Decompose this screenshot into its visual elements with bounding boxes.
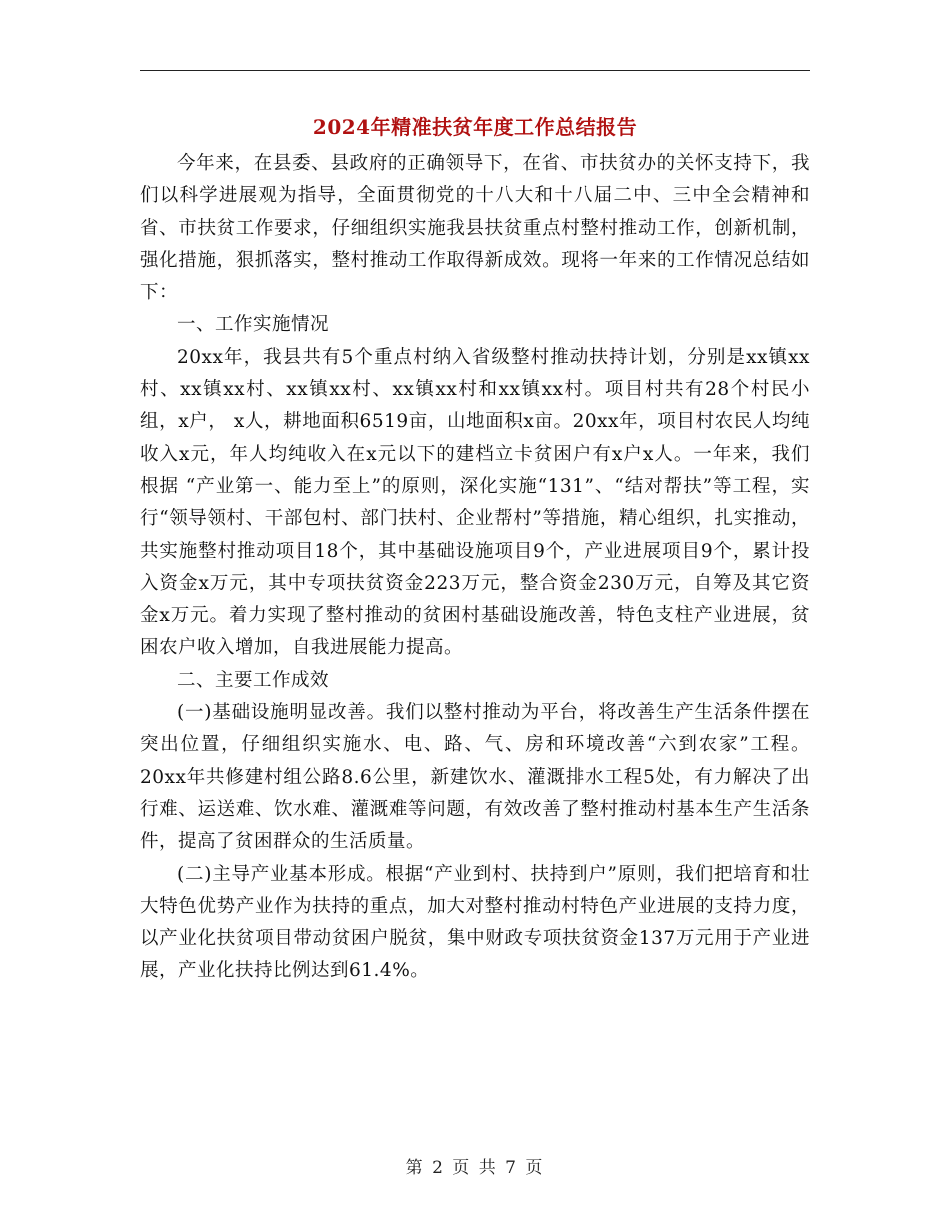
page-number-footer: 第 2 页 共 7 页 xyxy=(405,1158,545,1178)
paragraph-industry: (二)主导产业基本形成。根据“产业到村、扶持到户”原则，我们把培育和壮大特色优势产业作为扶持的重点，加大对整村推动村特色产业进展的支持力度，以产业化扶贫项目带动贫困户脱贫，集中财政专项扶贫资金137万元用于产业进展，产业化扶持比例达到61.4%。 xyxy=(140,863,810,982)
paragraph-implementation: 20xx年，我县共有5个重点村纳入省级整村推动扶持计划，分别是xx镇xx村、xx镇xx村、xx镇xx村、xx镇xx村和xx镇xx村。项目村共有28个村民小组，x户， x人，耕地面积6519亩，山地面积x亩。20xx年，项目村农民人均纯收入x元，年人均纯收入在x元以下的建档立卡贫困户有x户x人。一年来，我们根据 “产业第一、能力至上”的原则，深化实施“131”、“结对帮扶”等工程，实行“领导领村、干部包村、部门扶村、企业帮村”等措施，精心组织，扎实推动，共实施整村推动项目18个，其中基础设施项目9个，产业进展项目9个，累计投入资金x万元，其中专项扶贫资金223万元，整合资金230万元，自筹及其它资金x万元。着力实现了整村推动的贫困村基础设施改善，特色支柱产业进展，贫困农户收入增加，自我进展能力提高。 xyxy=(140,346,810,659)
paragraph-infrastructure: (一)基础设施明显改善。我们以整村推动为平台，将改善生产生活条件摆在突出位置，仔细组织实施水、电、路、气、房和环境改善“六到农家”工程。20xx年共修建村组公路8.6公里，新建饮水、灌溉排水工程5处，有力解决了出行难、运送难、饮水难、灌溉难等问题，有效改善了整村推动村基本生产生活条件，提高了贫困群众的生活质量。 xyxy=(140,702,810,853)
paragraph-intro: 今年来，在县委、县政府的正确领导下，在省、市扶贫办的关怀支持下，我们以科学进展观为指导，全面贯彻党的十八大和十八届二中、三中全会精神和省、市扶贫工作要求，仔细组织实施我县扶贫重点村整村推动工作，创新机制，强化措施，狠抓落实，整村推动工作取得新成效。现将一年来的工作情况总结如下： xyxy=(140,153,810,304)
section-heading-implementation: 一、工作实施情况 xyxy=(177,314,330,336)
document-body xyxy=(140,148,810,988)
section-heading-results: 二、主要工作成效 xyxy=(177,669,330,691)
document-title: 2024年精准扶贫年度工作总结报告 xyxy=(312,115,638,139)
header-rule xyxy=(140,70,810,71)
